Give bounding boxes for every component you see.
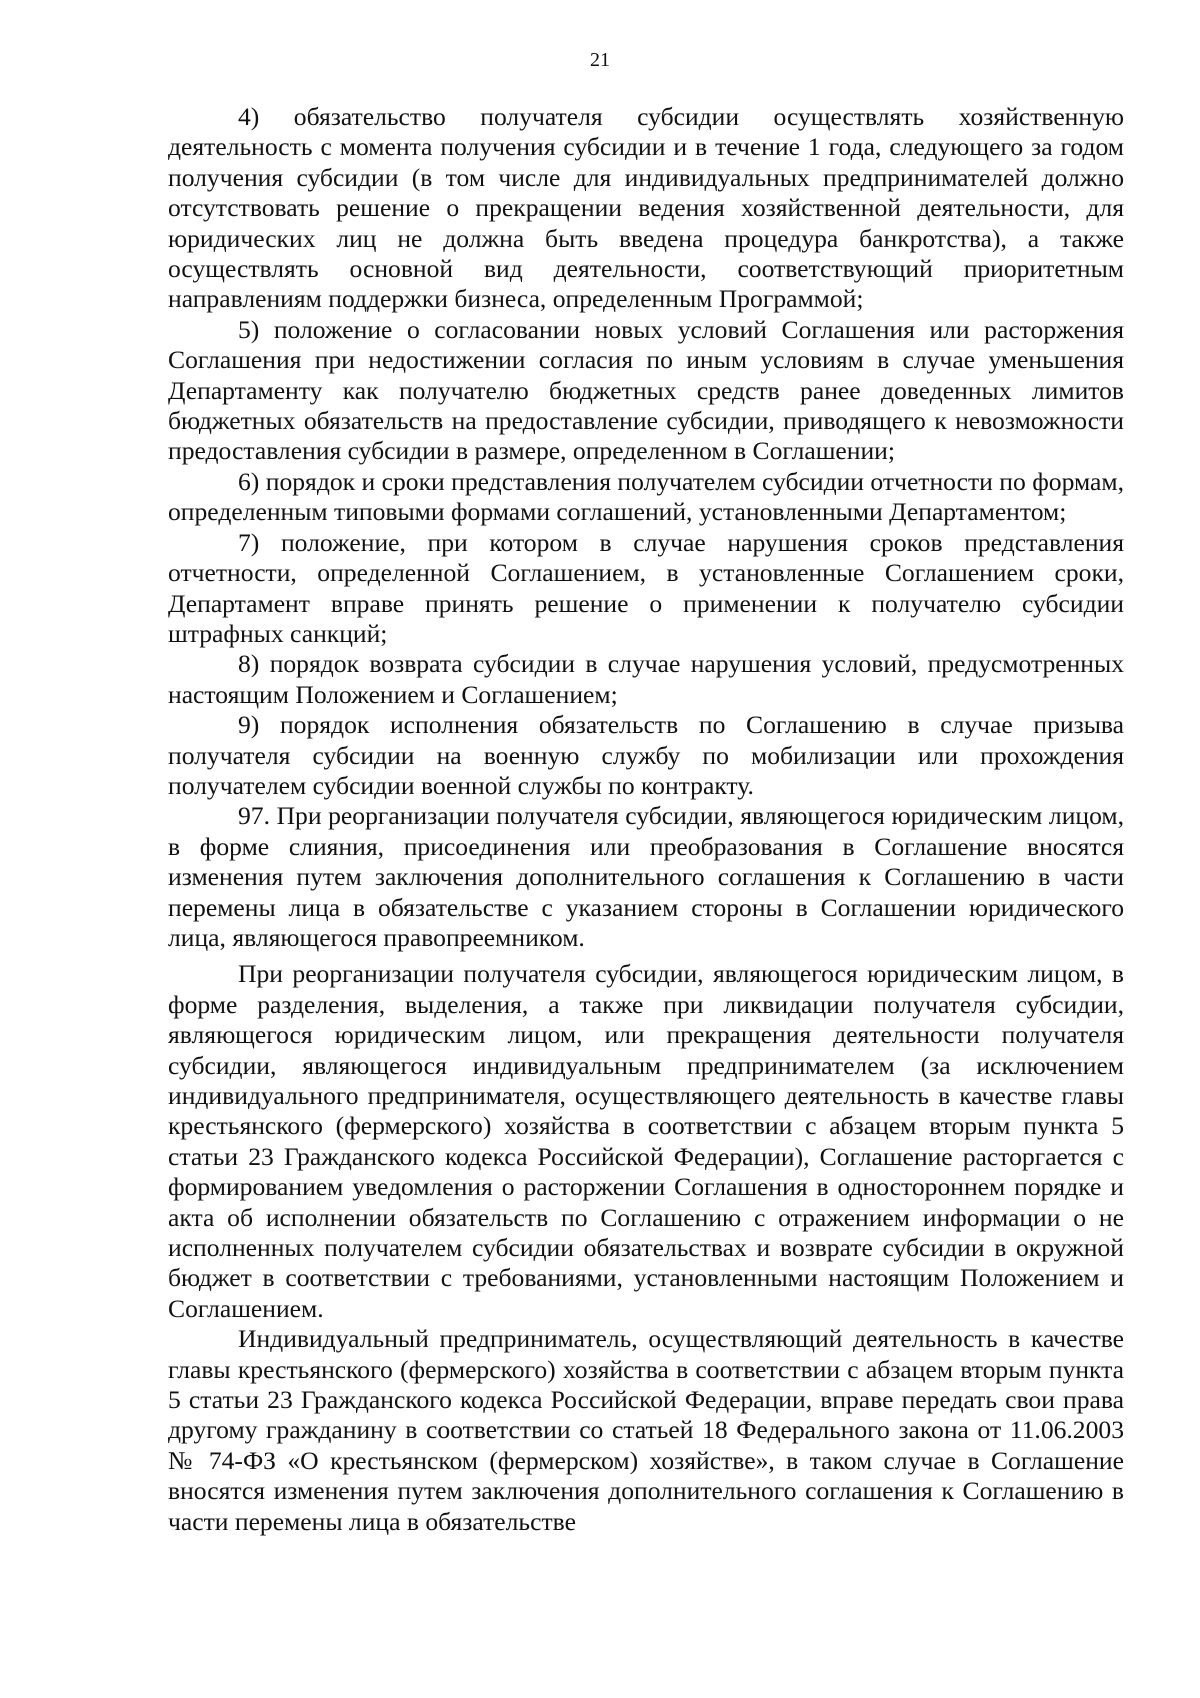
paragraph-item-6: 6) порядок и сроки представления получателем субсидии отчетности по формам, определенным типовыми формами соглашений, установленными Департаментом; [168,466,1124,527]
document-body [168,102,1124,1537]
paragraph-item-7: 7) положение, при котором в случае нарушения сроков представления отчетности, определенной Соглашением, в установленные Соглашением сроки, Департамент вправе принять решение о применении к получателю субсидии штрафных санкций; [168,527,1124,648]
paragraph-item-8: 8) порядок возврата субсидии в случае нарушения условий, предусмотренных настоящим Положением и Соглашением; [168,649,1124,709]
paragraph-individual-entrepreneur: Индивидуальный предприниматель, осуществляющий деятельность в качестве главы крестьянского (фермерского) хозяйства в соответствии с абзацем вторым пункта 5 статьи 23 Гражданского кодекса Российской Федерации, вправе передать свои права другому гражданину в соответствии со статьей 18 Федерального закона от 11.06.2003 № 74-ФЗ «О крестьянском (фермерском) хозяйстве», в таком случае в Соглашение вносятся изменения путем заключения дополнительного соглашения к Соглашению в части перемены лица в обязательстве [168,1324,1124,1536]
paragraph-item-9: 9) порядок исполнения обязательств по Соглашению в случае призыва получателя субсидии на военную службу по мобилизации или прохождения получателем субсидии военной службы по контракту. [168,710,1124,800]
paragraph-item-5: 5) положение о согласовании новых условий Соглашения или расторжения Соглашения при недостижении согласия по иным условиям в случае уменьшения Департаменту как получателю бюджетных средств ранее доведенных лимитов бюджетных обязательств на предоставление субсидии, приводящего к невозможности предоставления субсидии в размере, определенном в Соглашении; [168,314,1124,466]
paragraph-item-4: 4) обязательство получателя субсидии осуществлять хозяйственную деятельность с момента получения субсидии и в течение 1 года, следующего за годом получения субсидии (в том числе для индивидуальных предпринимателей должно отсутствовать решение о прекращении ведения хозяйственной деятельности, для юридических лиц не должна быть введена процедура банкротства), а также осуществлять основной вид деятельности, соответствующий приоритетным направлениям поддержки бизнеса, определенным Программой; [168,102,1124,314]
page-number: 21 [590,49,610,71]
paragraph-reorganization: При реорганизации получателя субсидии, являющегося юридическим лицом, в форме разделения, выделения, а также при ликвидации получателя субсидии, являющегося юридическим лицом, или прекращения деятельности получателя субсидии, являющегося индивидуальным предпринимателем (за исключением индивидуального предпринимателя, осуществляющего деятельность в качестве главы крестьянского (фермерского) хозяйства в соответствии с абзацем вторым пункта 5 статьи 23 Гражданского кодекса Российской Федерации), Соглашение расторгается с формированием уведомления о расторжении Соглашения в одностороннем порядке и акта об исполнении обязательств по Соглашению с отражением информации о не исполненных получателем субсидии обязательствах и возврате субсидии в окружной бюджет в соответствии с требованиями, установленными настоящим Положением и Соглашением. [168,959,1124,1323]
paragraph-clause-97: 97. При реорганизации получателя субсидии, являющегося юридическим лицом, в форме слияния, присоединения или преобразования в Соглашение вносятся изменения путем заключения дополнительного соглашения к Соглашению в части перемены лица в обязательстве с указанием стороны в Соглашении юридического лица, являющегося правопреемником. [168,801,1124,952]
